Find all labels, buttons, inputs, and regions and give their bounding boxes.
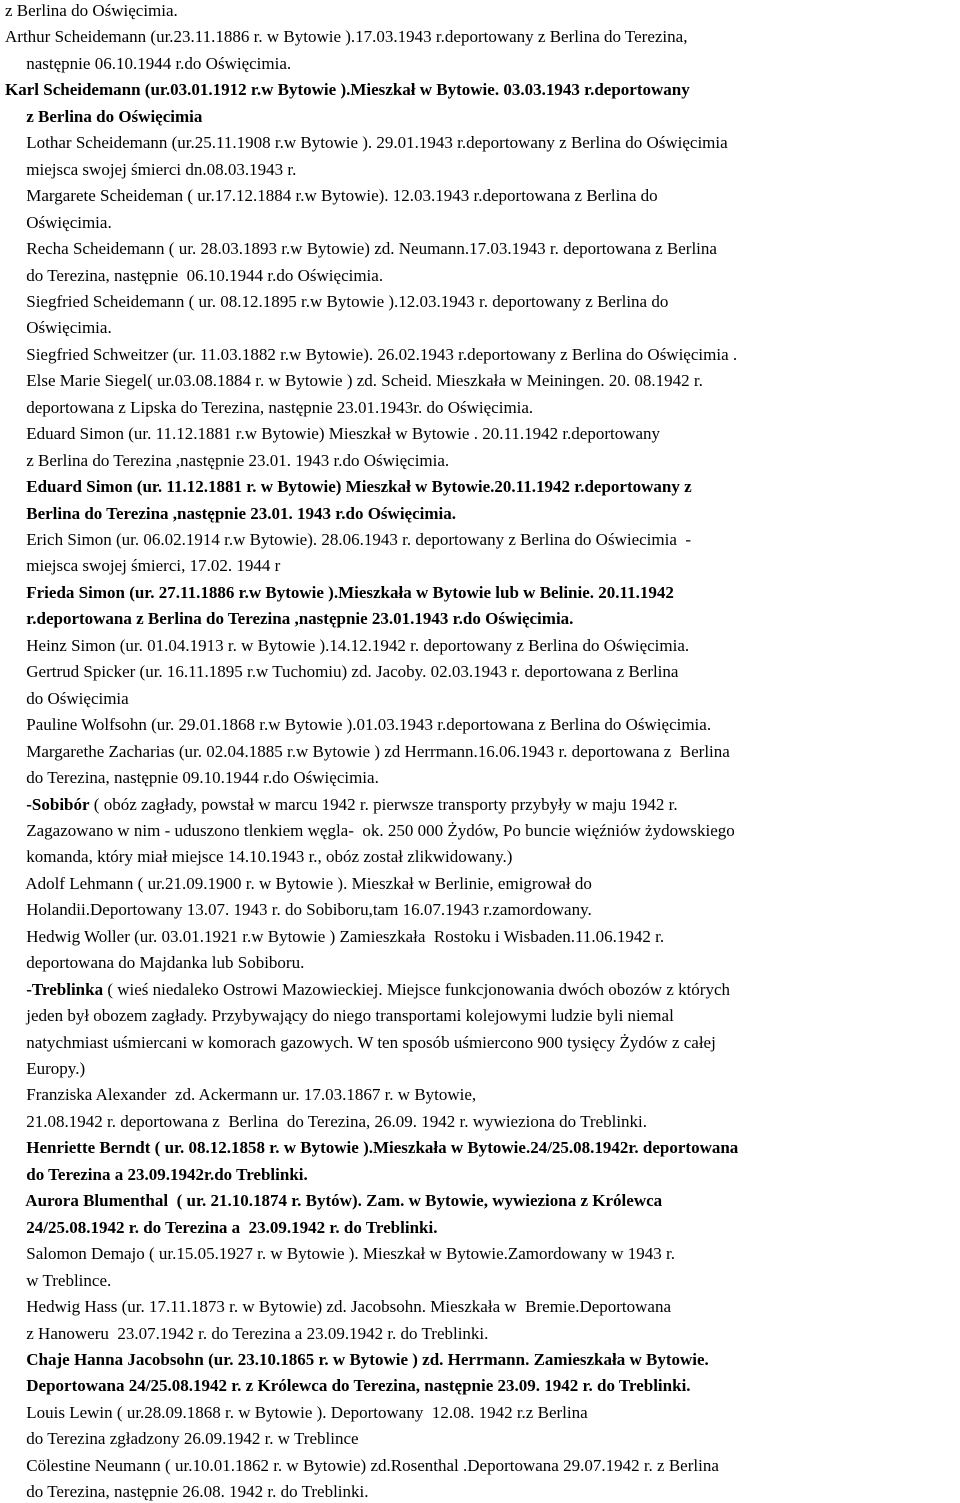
text-line: z Hanoweru 23.07.1942 r. do Terezina a 23.09.1942 r. do Treblinki. xyxy=(5,1323,489,1343)
text-line: jeden był obozem zagłady. Przybywający do niego transportami kolejowymi ludzie byli niemal xyxy=(5,1006,674,1026)
text-line: Oświęcimia. xyxy=(5,318,112,338)
text-line: 21.08.1942 r. deportowana z Berlina do Terezina, 26.09. 1942 r. wywieziona do Treblinki. xyxy=(5,1111,648,1131)
text-line: Cölestine Neumann ( ur.10.01.1862 r. w Bytowie) zd.Rosenthal .Deportowana 29.07.1942 r. z Berlina xyxy=(5,1455,719,1475)
text-line: do Terezina a 23.09.1942r.do Treblinki. xyxy=(5,1164,308,1184)
text-line: Siegfried Scheidemann ( ur. 08.12.1895 r.w Bytowie ).12.03.1943 r. deportowany z Berlina do xyxy=(5,291,669,311)
text-line: do Oświęcimia xyxy=(5,688,129,708)
text-line: w Treblince. xyxy=(5,1270,112,1290)
text-line: Salomon Demajo ( ur.15.05.1927 r. w Bytowie ). Mieszkał w Bytowie.Zamordowany w 1943 r. xyxy=(5,1244,675,1264)
text-line: z Berlina do Oświęcimia. xyxy=(5,1,178,20)
text-line: Karl Scheidemann (ur.03.01.1912 r.w Bytowie ).Mieszkał w Bytowie. 03.03.1943 r.deportowany xyxy=(5,80,690,100)
text-line: 24/25.08.1942 r. do Terezina a 23.09.1942 r. do Treblinki. xyxy=(5,1217,438,1237)
text-line: następnie 06.10.1944 r.do Oświęcimia. xyxy=(5,53,292,73)
text-line: Berlina do Terezina ,następnie 23.01. 1943 r.do Oświęcimia. xyxy=(5,503,456,523)
text-line: Eduard Simon (ur. 11.12.1881 r.w Bytowie) Mieszkał w Bytowie . 20.11.1942 r.deportowany xyxy=(5,424,661,444)
text-line: Siegfried Schweitzer (ur. 11.03.1882 r.w Bytowie). 26.02.1943 r.deportowany z Berlina do Oświęcimia . xyxy=(5,344,738,364)
text-line: Erich Simon (ur. 06.02.1914 r.w Bytowie). 28.06.1943 r. deportowany z Berlina do Oświecimia - xyxy=(5,530,692,549)
text-line: Hedwig Hass (ur. 17.11.1873 r. w Bytowie) zd. Jacobsohn. Mieszkała w Bremie.Deportowana xyxy=(5,1297,672,1317)
text-line: Deportowana 24/25.08.1942 r. z Królewca do Terezina, następnie 23.09. 1942 r. do Treblinki. xyxy=(5,1376,691,1396)
text-line: Oświęcimia. xyxy=(5,212,112,232)
text-line: Frieda Simon (ur. 27.11.1886 r.w Bytowie ).Mieszkała w Bytowie lub w Belinie. 20.11.1942 xyxy=(5,582,674,602)
text-line: Margarete Scheideman ( ur.17.12.1884 r.w Bytowie). 12.03.1943 r.deportowana z Berlina do xyxy=(5,186,658,206)
text-line: deportowana do Majdanka lub Sobiboru. xyxy=(5,953,305,973)
text-line: z Berlina do Terezina ,następnie 23.01. 1943 r.do Oświęcimia. xyxy=(5,450,450,470)
text-line: -Sobibór ( obóz zagłady, powstał w marcu 1942 r. pierwsze transporty przybyły w maju 1942 r. xyxy=(26,794,678,814)
text-line: do Terezina, następnie 09.10.1944 r.do Oświęcimia. xyxy=(5,768,379,788)
text-line: Gertrud Spicker (ur. 16.11.1895 r.w Tuchomiu) zd. Jacoby. 02.03.1943 r. deportowana z Berlina xyxy=(5,662,679,682)
text-line: deportowana z Lipska do Terezina, następnie 23.01.1943r. do Oświęcimia. xyxy=(5,397,534,417)
text-line: r.deportowana z Berlina do Terezina ,następnie 23.01.1943 r.do Oświęcimia. xyxy=(5,609,574,629)
text-line: Holandii.Deportowany 13.07. 1943 r. do Sobiboru,tam 16.07.1943 r.zamordowany. xyxy=(5,900,592,920)
text-line: -Treblinka ( wieś niedaleko Ostrowi Mazowieckiej. Miejsce funkcjonowania dwóch obozów z których xyxy=(26,979,731,999)
text-line: Franziska Alexander zd. Ackermann ur. 17.03.1867 r. w Bytowie, xyxy=(5,1085,477,1105)
text-line: Eduard Simon (ur. 11.12.1881 r. w Bytowie) Mieszkał w Bytowie.20.11.1942 r.deportowany z xyxy=(5,477,692,497)
text-line: Chaje Hanna Jacobsohn (ur. 23.10.1865 r. w Bytowie ) zd. Herrmann. Zamieszkała w Bytowie. xyxy=(5,1349,709,1369)
text-line: Lothar Scheidemann (ur.25.11.1908 r.w Bytowie ). 29.01.1943 r.deportowany z Berlina do Oświęcimia xyxy=(5,133,728,153)
text-line: komanda, który miał miejsce 14.10.1943 r., obóz został zlikwidowany.) xyxy=(5,847,513,867)
text-line: Recha Scheidemann ( ur. 28.03.1893 r.w Bytowie) zd. Neumann.17.03.1943 r. deportowana z Berlina xyxy=(5,239,717,259)
text-line: Arthur Scheidemann (ur.23.11.1886 r. w Bytowie ).17.03.1943 r.deportowany z Berlina do Terezina, xyxy=(5,27,688,47)
text-line: do Terezina, następnie 06.10.1944 r.do Oświęcimia. xyxy=(5,265,384,285)
text-line: Louis Lewin ( ur.28.09.1868 r. w Bytowie ). Deportowany 12.08. 1942 r.z Berlina xyxy=(5,1402,588,1422)
text-line: z Berlina do Oświęcimia xyxy=(5,106,203,126)
text-line: Margarethe Zacharias (ur. 02.04.1885 r.w Bytowie ) zd Herrmann.16.06.1943 r. deportowana z Berlina xyxy=(5,741,730,761)
text-line: miejsca swojej śmierci dn.08.03.1943 r. xyxy=(5,159,297,179)
text-line: do Terezina zgładzony 26.09.1942 r. w Treblince xyxy=(5,1429,359,1449)
text-line: Heinz Simon (ur. 01.04.1913 r. w Bytowie ).14.12.1942 r. deportowany z Berlina do Oświęcimia. xyxy=(5,635,690,655)
text-line: do Terezina, następnie 26.08. 1942 r. do Treblinki. xyxy=(5,1482,369,1502)
text-line: Pauline Wolfsohn (ur. 29.01.1868 r.w Bytowie ).01.03.1943 r.deportowana z Berlina do Oświęcimia. xyxy=(5,715,712,735)
text-line: Aurora Blumenthal ( ur. 21.10.1874 r. Bytów). Zam. w Bytowie, wywieziona z Królewca xyxy=(5,1191,663,1211)
text-line: Hedwig Woller (ur. 03.01.1921 r.w Bytowie ) Zamieszkała Rostoku i Wisbaden.11.06.1942 r. xyxy=(5,926,665,946)
text-line: Zagazowano w nim - uduszono tlenkiem węgla- ok. 250 000 Żydów, Po buncie więźniów żydowskiego xyxy=(5,820,735,840)
text-line: Adolf Lehmann ( ur.21.09.1900 r. w Bytowie ). Mieszkał w Berlinie, emigrował do xyxy=(5,873,592,893)
text-line: Else Marie Siegel( ur.03.08.1884 r. w Bytowie ) zd. Scheid. Mieszkała w Meiningen. 20. 08.1942 r. xyxy=(5,371,703,391)
text-line: Europy.) xyxy=(5,1059,86,1078)
text-line: natychmiast uśmiercani w komorach gazowych. W ten sposób uśmiercono 900 tysięcy Żydów z całej xyxy=(5,1032,716,1052)
text-line: miejsca swojej śmierci, 17.02. 1944 r xyxy=(5,556,281,576)
text-line: Henriette Berndt ( ur. 08.12.1858 r. w Bytowie ).Mieszkała w Bytowie.24/25.08.1942r. deportowana xyxy=(5,1138,739,1158)
